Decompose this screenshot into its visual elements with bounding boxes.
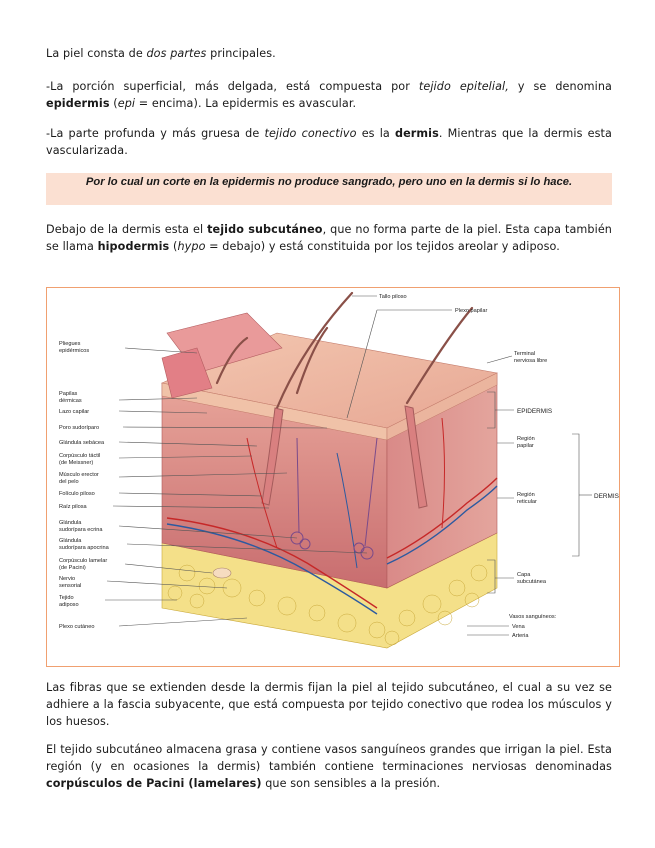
label-region-reticular-1: Región — [517, 492, 535, 498]
paragraph-epidermis: -La porción superficial, más delgada, está compuesta por tejido epitelial, y se denomina epidermis (epi = encima). La epidermis es avascular. — [46, 80, 612, 110]
label-corpusculo-lamelar: Corpúsculo lamelar — [59, 558, 108, 564]
label-poro-sudoriparo: Poro sudoríparo — [59, 425, 100, 431]
skin-anatomy-figure — [46, 287, 620, 667]
label-pacini: (de Pacini) — [59, 565, 86, 571]
label-sudoripara-ecrina: sudorípara ecrina — [59, 527, 103, 533]
label-glandula-sebacea: Glándula sebácea — [59, 440, 105, 446]
pacinian-corpuscle — [213, 568, 231, 578]
label-dermicas: dérmicas — [59, 398, 82, 404]
skin-diagram — [47, 288, 621, 668]
label-tallo-piloso: Tallo piloso — [379, 294, 407, 300]
label-sensorial: sensorial — [59, 583, 82, 589]
label-plexo-cutaneo: Plexo cutáneo — [59, 624, 95, 630]
label-vena: Vena — [512, 624, 525, 630]
label-musculo-erector: Músculo erector — [59, 472, 99, 478]
label-corpusculo-tactil: Corpúsculo táctil — [59, 453, 101, 459]
label-sudoripara-apocrina: sudorípara apocrina — [59, 545, 109, 551]
paragraph-dos-partes: La piel consta de dos partes principales. — [46, 47, 276, 60]
label-lazo-capilar: Lazo capilar — [59, 409, 90, 415]
label-terminal: Terminal — [514, 351, 536, 357]
label-glandula-ecrina: Glándula — [59, 520, 82, 526]
paragraph-dermis: -La parte profunda y más gruesa de tejido conectivo es la dermis. Mientras que la dermis esta vascularizada. — [46, 127, 612, 157]
highlight-callout — [46, 173, 612, 205]
paragraph-tejido-subcutaneo: El tejido subcutáneo almacena grasa y contiene vasos sanguíneos grandes que irrigan la piel. Esta región (y en ocasiones la dermis) también contiene terminaciones nerviosas denominadas corpúsculos de Pacini (lamelares) que son sensibles a la presión. — [46, 743, 612, 790]
paragraph-fibras: Las fibras que se extienden desde la dermis fijan la piel al tejido subcutáneo, el cual a su vez se adhiere a la fascia subyacente, que está compuesta por tejido conectivo que rodea los músculos y los huesos. — [46, 681, 612, 728]
label-del-pelo: del pelo — [59, 479, 79, 485]
label-pliegues: Pliegues — [59, 341, 81, 347]
label-raiz-pilosa: Raíz pilosa — [59, 504, 87, 510]
label-region-papilar-2: papilar — [517, 443, 534, 449]
label-dermis: DERMIS — [594, 493, 619, 500]
label-glandula-apocrina: Glándula — [59, 538, 82, 544]
label-region-reticular-2: reticular — [517, 499, 537, 505]
label-plexo-papilar: Plexo papilar — [455, 308, 488, 314]
callout-text: Por lo cual un corte en la epidermis no produce sangrado, pero uno en la dermis si lo hace. — [85, 176, 573, 188]
label-region-papilar-1: Región — [517, 436, 535, 442]
label-arteria: Arteria — [512, 633, 529, 639]
label-nervio: Nervio — [59, 576, 76, 582]
label-epidermis: EPIDERMIS — [517, 408, 553, 415]
left-labels — [59, 341, 110, 630]
label-capa: Capa — [517, 572, 531, 578]
label-adiposo: adiposo — [59, 602, 79, 608]
label-papilas: Papilas — [59, 391, 78, 397]
label-epidermicos: epidérmicos — [59, 348, 90, 354]
label-nerviosa-libre: nerviosa libre — [514, 358, 548, 364]
label-tejido: Tejido — [59, 595, 74, 601]
right-labels — [509, 351, 619, 639]
label-foliculo-piloso: Folículo piloso — [59, 491, 95, 497]
label-meissner: (de Meissner) — [59, 460, 94, 466]
paragraph-hipodermis: Debajo de la dermis esta el tejido subcutáneo, que no forma parte de la piel. Esta capa también se llama hipodermis (hypo = debajo) y está constituida por los tejidos areolar y adiposo. — [46, 223, 612, 253]
label-vasos-sanguineos: Vasos sanguíneos: — [509, 614, 557, 620]
label-subcutanea: subcutánea — [517, 579, 546, 585]
